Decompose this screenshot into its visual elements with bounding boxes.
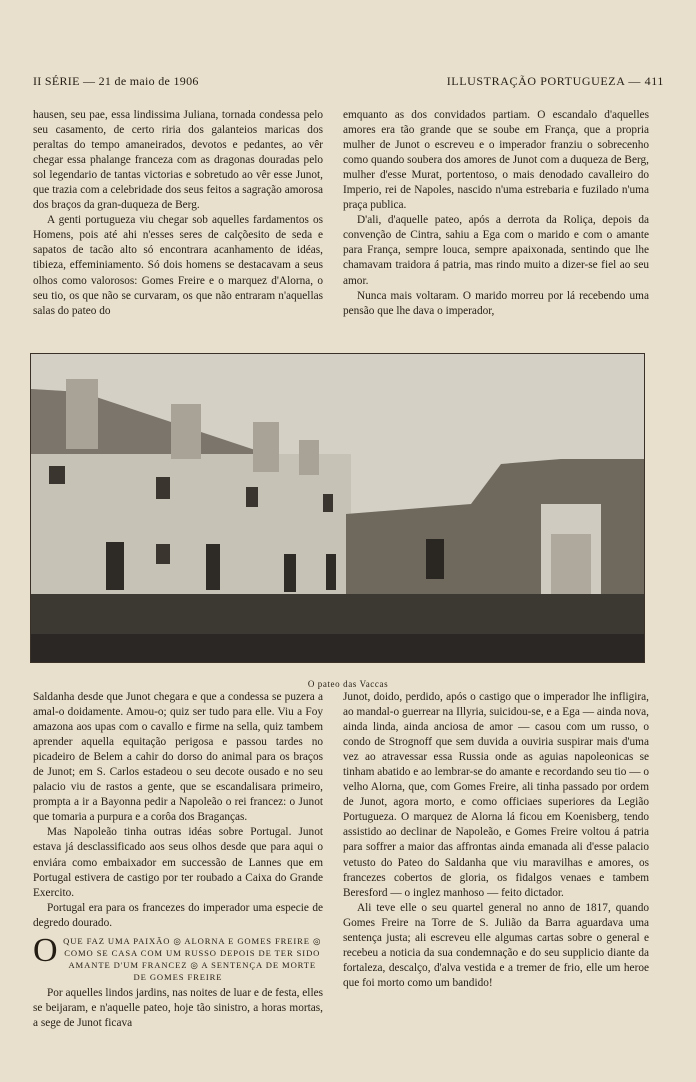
column-top-left: [33, 108, 323, 319]
paragraph: Por aquelles lindos jardins, nas noites de luar e de festa, elles se beijaram, e n'aquelle pateo, hoje tão sinistro, a horas mortas, a sege de Junot ficava: [33, 986, 323, 1029]
page-header: [33, 74, 664, 92]
paragraph: Nunca mais voltaram. O marido morreu por lá recebendo uma pensão que lhe dava o imperador,: [343, 289, 649, 317]
section-summary: [33, 935, 323, 983]
summary-text: QUE FAZ UMA PAIXÃO ◎ ALORNA E GOMES FREIRE ◎ COMO SE CASA COM UM RUSSO DEPOIS DE TER SIDO AMANTE D'UM FRANCEZ ◎ A SENTENÇA DE MORTE DE GOMES FREIRE: [63, 935, 322, 982]
paragraph: Saldanha desde que Junot chegara e que a condessa se puzera a amal-o doidamente. Amou-o; quiz ser tudo para elle. Viu a Foy amazona aos upas com o cavallo e firme na sella, quiz tambem aprender aquella equitação perigosa e passou tardes no picadeiro de Belem a cahir do dorso do animal para os braços de Junot; em S. Carlos estadeou o seu decote ousado e no seu palacio viu de rastos a gente, que se escandalisara primeiro, prompta a ir a Bayonna pedir a Napoleão o rei francez: o Junot que tomaria a purpura e a corôa dos Braganças.: [33, 691, 323, 824]
column-bottom-left: [33, 690, 323, 1031]
paragraph: Ali teve elle o seu quartel general no anno de 1817, quando Gomes Freire na Torre de S. Julião da Barra aguardava uma sentença justa; ali escreveu elle algumas cartas sobre o general e recebeu a noticia da sua condemnação e do seu supplicio diante da fortaleza, descalço, d'alva vestida e a tremer de frio, elle um heroe que foi morto como um bandido!: [343, 901, 649, 989]
header-title: ILLUSTRAÇÃO PORTUGUEZA — 411: [446, 74, 664, 88]
header-issue: II SÉRIE — 21 de maio de 1906: [33, 74, 199, 88]
drop-cap: O: [33, 934, 58, 969]
paragraph: D'ali, d'aquelle pateo, após a derrota da Roliça, depois da convenção de Cintra, sahiu a Ega com o marido e com o amante para França, sempre louca, sempre apaixonada, sentindo que lhe chamavam traidora á patria, mas rindo muito a dizer-se fiel ao seu amor.: [343, 214, 649, 287]
column-bottom-right: [343, 690, 649, 991]
photo-caption: O pateo das Vaccas: [307, 679, 389, 689]
paragraph: emquanto as dos convidados partiam. O escandalo d'aquelles amores era tão grande que se soube em França, que a propria mulher de Junot o escreveu e o imperador franziu o sobrecenho como quando soubera dos amores de Junot com a duqueza de Berg, mulher d'esse Murat, portentoso, o mais denodado cavalleiro do Imperio, rei de Napoles, nascido n'uma estrebaria e fuzilado n'uma praça publica.: [343, 109, 649, 212]
paragraph: Mas Napoleão tinha outras idéas sobre Portugal. Junot estava já desclassificado aos seus olhos desde que para aqui o enviára como embaixador em successão de Lannes que em Portugal estivera de castigo por ter roubado a Caixa do Grande Exercito.: [33, 826, 323, 899]
paragraph: Junot, doido, perdido, após o castigo que o imperador lhe infligira, ao mandal-o guerrear na Illyria, suicidou-se, e a Ega — ainda nova, ainda linda, ainda anciosa de amor — casou com um russo, o condo de Strognoff que sem duvida a ouviria suspirar mais d'uma vez ao atravessar essa Russia onde as aguias napoleonicas se tinham abatido e ao lembrar-se do amante e recordando seu tio — o velho Alorna, que, com Gomes Freire, ali tinha passado por ordem de Junot, agora morto, e como officiaes superiores da Legião Portugueza. O marquez de Alorna lá ficou em Koenisberg, tendo assistido ao declinar de Napoleão, e Gomes Freire voltou á patria para soffrer a maior das affrontas ainda emanada ali d'esse palacio vetusto do Pateo do Saldanha que viu maravilhas e amores, os francezes cobertos de gloria, os fidalgos venaes e tambem Beresford — o inglez manhoso — feito dictador.: [343, 691, 649, 899]
pateo-photograph: [30, 353, 645, 663]
paragraph: hausen, seu pae, essa lindissima Juliana, tornada condessa pelo seu casamento, de certo riria dos galanteios maricas dos peraltas do tempo amaneirados, devotos e pedantes, ao vêr chegar essa phalange franceza com as dragonas douradas pelo sol legendario de tantas victorias e sobretudo ao vêr esse Junot, que trazia com a celebridade dos seus feitos a sagração amorosa dos braços da gran-duqueza de Berg.: [33, 109, 323, 212]
photo-illustration: [31, 354, 644, 662]
paragraph: A genti portugueza viu chegar sob aquelles fardamentos os Homens, pois até ahi n'esses seres de calçõesito de seda e sapatos de tacão alto só encontrara acanhamento de idéas, tibieza, effeminiamento. Só dois homens se destacavam a seus olhos como valorosos: Gomes Freire e o marquez d'Alorna, o seu tio, os que não se curvaram, os que não entraram n'aquellas salas do pateo do: [33, 214, 323, 317]
column-top-right: [343, 108, 649, 319]
paragraph: Portugal era para os francezes do imperador uma especie de degredo dourado.: [33, 901, 323, 929]
